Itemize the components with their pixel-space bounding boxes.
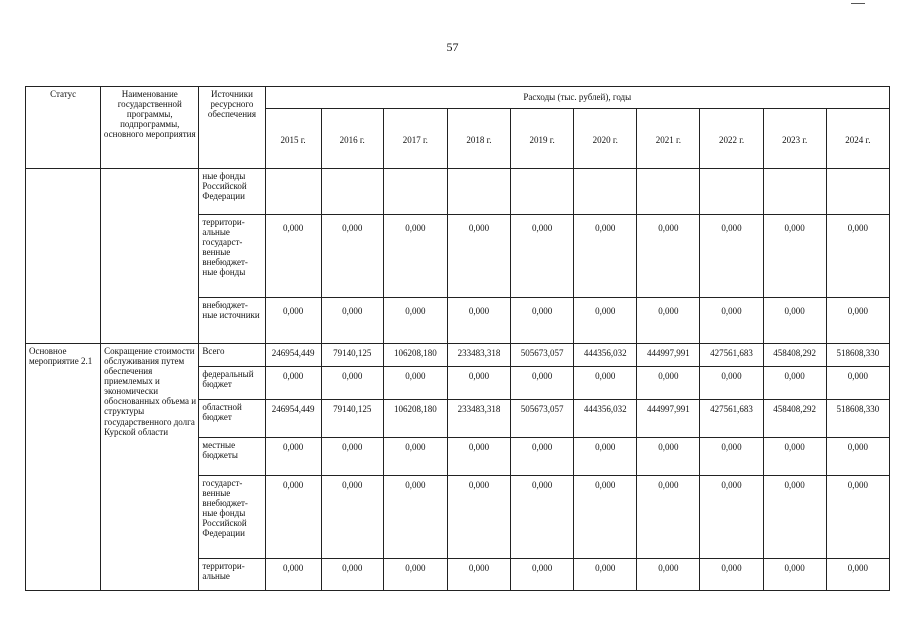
value-cell (763, 169, 826, 215)
value-cell: 0,000 (700, 367, 763, 400)
value-cell: 0,000 (574, 559, 637, 591)
source-cell: местные бюджеты (199, 438, 265, 476)
value-cell: 518608,330 (826, 400, 889, 438)
value-cell: 246954,449 (265, 344, 321, 367)
value-cell: 0,000 (511, 367, 574, 400)
value-cell (826, 169, 889, 215)
value-cell: 0,000 (763, 476, 826, 559)
header-year: 2020 г. (574, 109, 637, 169)
value-cell: 0,000 (321, 215, 383, 298)
value-cell: 0,000 (700, 298, 763, 344)
value-cell: 0,000 (511, 298, 574, 344)
value-cell: 0,000 (447, 298, 510, 344)
value-cell: 0,000 (511, 476, 574, 559)
value-cell: 233483,318 (447, 344, 510, 367)
value-cell: 0,000 (321, 476, 383, 559)
value-cell: 0,000 (826, 215, 889, 298)
value-cell: 0,000 (826, 559, 889, 591)
value-cell (511, 169, 574, 215)
header-sources: Источники ресурсного обеспечения (199, 87, 265, 169)
value-cell: 444356,032 (574, 344, 637, 367)
value-cell: 106208,180 (383, 400, 447, 438)
value-cell: 79140,125 (321, 344, 383, 367)
value-cell: 0,000 (265, 559, 321, 591)
value-cell: 0,000 (637, 298, 700, 344)
header-year: 2021 г. (637, 109, 700, 169)
value-cell: 458408,292 (763, 344, 826, 367)
value-cell: 0,000 (383, 215, 447, 298)
value-cell: 0,000 (574, 215, 637, 298)
name-cell-empty (101, 169, 199, 344)
value-cell: 427561,683 (700, 344, 763, 367)
expenses-table (25, 86, 890, 591)
value-cell: 427561,683 (700, 400, 763, 438)
value-cell: 0,000 (321, 367, 383, 400)
value-cell: 0,000 (763, 298, 826, 344)
value-cell: 518608,330 (826, 344, 889, 367)
value-cell: 0,000 (265, 438, 321, 476)
value-cell: 0,000 (447, 215, 510, 298)
value-cell: 0,000 (321, 559, 383, 591)
activity-name-cell: Сокращение стоимости обслуживания путем обеспечения приемлемых и экономически обоснованных объема и структуры государственного долга Курской области (101, 344, 199, 591)
header-year: 2024 г. (826, 109, 889, 169)
value-cell: 0,000 (700, 215, 763, 298)
value-cell: 505673,057 (511, 344, 574, 367)
source-cell: внебюджет-ные источники (199, 298, 265, 344)
value-cell: 0,000 (265, 367, 321, 400)
value-cell: 106208,180 (383, 344, 447, 367)
table-row (26, 169, 890, 215)
value-cell: 0,000 (637, 559, 700, 591)
header-program-name: Наименование государственной программы, подпрограммы, основного мероприятия (101, 87, 199, 169)
value-cell: 0,000 (447, 367, 510, 400)
value-cell: 0,000 (826, 298, 889, 344)
source-cell: территори-альные государст-венные внебюджет-ные фонды (199, 215, 265, 298)
header-year: 2018 г. (447, 109, 510, 169)
value-cell: 0,000 (700, 476, 763, 559)
value-cell: 458408,292 (763, 400, 826, 438)
value-cell: 0,000 (763, 559, 826, 591)
value-cell (321, 169, 383, 215)
value-cell: 0,000 (763, 438, 826, 476)
source-cell: территори-альные (199, 559, 265, 591)
value-cell: 444997,991 (637, 344, 700, 367)
value-cell: 0,000 (383, 559, 447, 591)
source-cell: федеральный бюджет (199, 367, 265, 400)
source-cell: областной бюджет (199, 400, 265, 438)
value-cell: 0,000 (763, 215, 826, 298)
value-cell: 0,000 (763, 367, 826, 400)
value-cell: 0,000 (826, 438, 889, 476)
status-cell-empty (26, 169, 101, 344)
value-cell: 246954,449 (265, 400, 321, 438)
value-cell: 0,000 (826, 476, 889, 559)
header-year: 2023 г. (763, 109, 826, 169)
value-cell: 444356,032 (574, 400, 637, 438)
value-cell: 0,000 (321, 438, 383, 476)
value-cell: 0,000 (574, 438, 637, 476)
value-cell: 505673,057 (511, 400, 574, 438)
header-year: 2019 г. (511, 109, 574, 169)
value-cell: 0,000 (447, 476, 510, 559)
value-cell: 0,000 (700, 559, 763, 591)
value-cell: 0,000 (265, 476, 321, 559)
value-cell: 0,000 (637, 367, 700, 400)
value-cell: 0,000 (383, 476, 447, 559)
value-cell: 0,000 (383, 298, 447, 344)
header-status: Статус (26, 87, 101, 169)
source-cell: Всего (199, 344, 265, 367)
header-year: 2022 г. (700, 109, 763, 169)
value-cell: 0,000 (637, 215, 700, 298)
value-cell: 0,000 (383, 438, 447, 476)
value-cell: 0,000 (574, 476, 637, 559)
value-cell: 233483,318 (447, 400, 510, 438)
value-cell: 0,000 (700, 438, 763, 476)
value-cell: 0,000 (447, 438, 510, 476)
header-year: 2015 г. (265, 109, 321, 169)
value-cell: 0,000 (511, 215, 574, 298)
value-cell: 0,000 (574, 298, 637, 344)
value-cell: 0,000 (511, 438, 574, 476)
source-cell: ные фонды Российской Федерации (199, 169, 265, 215)
header-expenses: Расходы (тыс. рублей), годы (265, 87, 889, 109)
value-cell: 0,000 (637, 438, 700, 476)
value-cell (383, 169, 447, 215)
value-cell (700, 169, 763, 215)
value-cell: 0,000 (447, 559, 510, 591)
status-cell: Основное мероприятие 2.1 (26, 344, 101, 591)
value-cell: 79140,125 (321, 400, 383, 438)
value-cell: 444997,991 (637, 400, 700, 438)
value-cell: 0,000 (383, 367, 447, 400)
value-cell: 0,000 (637, 476, 700, 559)
value-cell: 0,000 (826, 367, 889, 400)
value-cell (637, 169, 700, 215)
header-year: 2016 г. (321, 109, 383, 169)
source-cell: государст-венные внебюджет-ные фонды Российской Федерации (199, 476, 265, 559)
page-number: 57 (446, 40, 459, 54)
value-cell: 0,000 (265, 298, 321, 344)
value-cell (265, 169, 321, 215)
corner-mark (851, 3, 865, 4)
table-row (26, 344, 890, 367)
value-cell: 0,000 (574, 367, 637, 400)
value-cell: 0,000 (265, 215, 321, 298)
value-cell: 0,000 (511, 559, 574, 591)
value-cell (574, 169, 637, 215)
value-cell: 0,000 (321, 298, 383, 344)
value-cell (447, 169, 510, 215)
header-year: 2017 г. (383, 109, 447, 169)
